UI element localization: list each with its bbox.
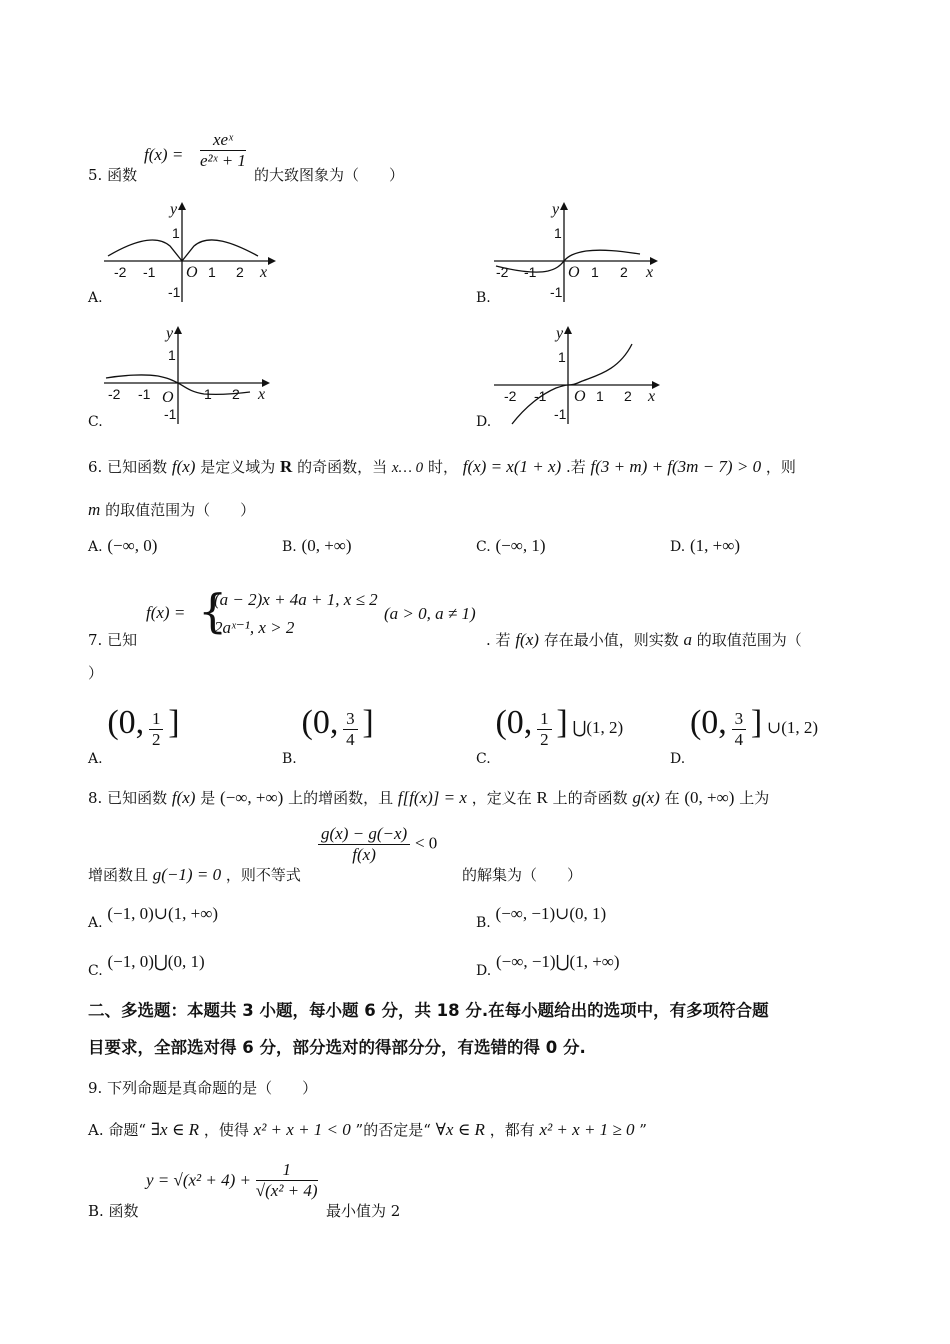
origin-label: O xyxy=(574,388,586,405)
q8-text: ，则不等式 xyxy=(225,866,301,884)
option-value: (1, +∞) xyxy=(689,536,740,555)
q9-text: ，使得 xyxy=(203,1121,249,1139)
origin-label: O xyxy=(568,264,580,281)
q6-option-c[interactable] xyxy=(476,536,545,556)
q7-option-d[interactable] xyxy=(670,704,818,767)
tick-label: -2 xyxy=(504,388,517,404)
q7-close: ） xyxy=(88,664,104,682)
option-value: (−∞, −1)∪(0, 1) xyxy=(495,904,607,923)
q8-math: f[f(x)] = x xyxy=(397,788,467,807)
y-tick-label: -1 xyxy=(554,406,567,422)
q5-option-b-label: B. xyxy=(476,290,491,306)
q6-text: 时， xyxy=(427,458,458,476)
q7-prefix: 7. 已知 xyxy=(88,631,138,649)
q5-numerator: xeˣ xyxy=(200,130,246,151)
q9-text: ” xyxy=(639,1121,647,1139)
q6-var-m: m xyxy=(88,500,101,519)
q5-option-c-label: C. xyxy=(88,414,103,430)
q8-option-b[interactable] xyxy=(476,904,606,931)
curve xyxy=(108,240,258,261)
option-value: (−1, 0)⋃(0, 1) xyxy=(107,952,205,971)
option-label: A. xyxy=(88,539,103,555)
option-open: (0, xyxy=(689,704,727,741)
option-value: (−∞, 1) xyxy=(495,536,546,555)
tick-label: 1 xyxy=(204,386,212,402)
q8-math: (−∞, +∞) xyxy=(220,788,284,807)
option-label: D. xyxy=(670,539,686,555)
frac-num: 3 xyxy=(732,709,747,730)
q9-stem: 9. 下列命题是真命题的是（ ） xyxy=(88,1079,318,1097)
option-close: ] xyxy=(750,704,763,741)
q8-math: f(x) xyxy=(171,788,196,807)
q5-number: 5. xyxy=(88,166,103,184)
option-label: B. xyxy=(282,539,297,555)
q7-case2: 2aˣ⁻¹, x > 2 xyxy=(214,618,295,637)
q5-option-a-label: A. xyxy=(88,290,103,306)
y-tick-label: 1 xyxy=(172,225,180,241)
q6-option-b[interactable] xyxy=(282,536,352,556)
q9-b-den: √(x² + 4) xyxy=(255,1181,318,1200)
q5-graph-a[interactable] xyxy=(100,198,280,306)
y-tick-label: -1 xyxy=(550,284,563,300)
q8-suffix: 的解集为（ ） xyxy=(462,866,583,884)
q9-math: x² + x + 1 ≥ 0 xyxy=(539,1120,635,1139)
q6-stem-line2 xyxy=(88,499,255,520)
q7-text: 存在最小值，则实数 xyxy=(543,631,679,649)
section-heading-line2: 目要求，全部选对得 6 分，部分选对的得部分分，有选错的得 0 分. xyxy=(88,1038,586,1057)
q7-option-c[interactable] xyxy=(476,704,623,767)
q8-text: ，定义在 xyxy=(471,789,532,807)
q9-option-b-label: B. 函数 xyxy=(88,1202,139,1220)
q8-math: g(x) xyxy=(632,788,660,807)
q7-lhs: f(x) = xyxy=(146,603,186,622)
q9-option-b-formula[interactable] xyxy=(146,1160,318,1201)
y-tick-label: -1 xyxy=(164,406,177,422)
q8-text: 上的增函数，且 xyxy=(288,789,394,807)
q6-math: f(x) = x(1 + x) xyxy=(462,457,562,476)
option-tail: ⋃(1, 2) xyxy=(572,718,624,737)
q5-denominator: e²ˣ + 1 xyxy=(200,151,246,170)
y-arrow-icon xyxy=(564,326,572,334)
option-open: (0, xyxy=(495,704,533,741)
q9-b-num: 1 xyxy=(256,1160,318,1181)
q7-var-a: a xyxy=(683,630,692,649)
q6-text: 的奇函数，当 xyxy=(297,458,388,476)
q5-prefix: 函数 xyxy=(107,166,138,184)
tick-label: 2 xyxy=(624,388,632,404)
curve xyxy=(512,344,632,424)
q8-math: R xyxy=(536,788,548,807)
option-label: C. xyxy=(476,751,491,767)
q9-text: A. 命题“ xyxy=(88,1121,147,1139)
q8-text: 增函数且 xyxy=(88,866,149,884)
q5-formula-fraction xyxy=(200,130,246,171)
y-arrow-icon xyxy=(178,202,186,210)
option-label: C. xyxy=(88,963,103,979)
x-axis-label: x xyxy=(648,388,656,405)
q8-denominator: f(x) xyxy=(352,845,376,864)
piecewise-brace: { xyxy=(198,584,228,638)
q9-math: x² + x + 1 < 0 xyxy=(253,1120,351,1139)
q7-case1: (a − 2)x + 4a + 1, x ≤ 2 xyxy=(214,590,378,609)
x-axis-label: x xyxy=(260,264,268,281)
option-value: (−∞, 0) xyxy=(107,536,158,555)
tick-label: 2 xyxy=(232,386,240,402)
q5-suffix: 的大致图象为（ ） xyxy=(254,166,405,184)
tick-label: -2 xyxy=(108,386,121,402)
q8-inequality xyxy=(318,824,437,865)
frac-num: 1 xyxy=(149,709,164,730)
q6-text: 6. 已知函数 xyxy=(88,458,168,476)
q5-formula-lhs: f(x) = xyxy=(144,145,184,164)
tick-label: -1 xyxy=(534,388,547,404)
y-axis-label: y xyxy=(166,325,174,342)
option-label: B. xyxy=(476,915,491,931)
tick-label: 2 xyxy=(236,264,244,280)
y-tick-label: -1 xyxy=(168,284,181,300)
q8-math: g(−1) = 0 xyxy=(152,865,222,884)
q9-text: ”的否定是“ xyxy=(355,1121,431,1139)
q7-text: . 若 xyxy=(486,631,511,649)
option-label: D. xyxy=(670,751,686,767)
q5-graph-c[interactable] xyxy=(100,322,280,430)
q6-math: f(3 + m) + f(3m − 7) > 0 xyxy=(590,457,762,476)
q9-math: ∀x ∈ R xyxy=(435,1120,485,1139)
q7-condition: (a > 0, a ≠ 1) xyxy=(384,604,476,623)
q8-numerator: g(x) − g(−x) xyxy=(318,824,410,845)
y-arrow-icon xyxy=(174,326,182,334)
frac-den: 2 xyxy=(151,729,161,749)
tick-label: -1 xyxy=(143,264,156,280)
frac-num: 3 xyxy=(343,709,358,730)
y-axis-label: y xyxy=(170,201,178,218)
option-value: (−∞, −1)⋃(1, +∞) xyxy=(495,952,620,971)
q9-option-a[interactable] xyxy=(88,1119,647,1140)
option-label: B. xyxy=(282,751,297,767)
q6-math: x… 0 xyxy=(391,460,424,476)
frac-den: 2 xyxy=(540,729,549,749)
q8-text: 8. 已知函数 xyxy=(88,789,168,807)
x-axis-label: x xyxy=(258,386,266,403)
tick-label: 1 xyxy=(591,264,599,280)
q8-math: (0, +∞) xyxy=(684,788,735,807)
q6-text: 的取值范围为（ ） xyxy=(105,501,256,519)
frac-den: 4 xyxy=(734,729,744,749)
q7-fx: f(x) xyxy=(515,630,539,649)
tick-label: -1 xyxy=(524,264,537,280)
q6-option-d[interactable] xyxy=(670,536,740,556)
q7-text: 的取值范围为（ xyxy=(696,631,802,649)
q6-option-a[interactable] xyxy=(88,536,157,556)
option-label: C. xyxy=(476,539,491,555)
frac-num: 1 xyxy=(537,709,552,730)
origin-label: O xyxy=(162,389,174,406)
q7-stem-tail xyxy=(486,629,802,650)
option-tail: ∪(1, 2) xyxy=(766,718,819,737)
q8-text: 上的奇函数 xyxy=(552,789,628,807)
y-arrow-icon xyxy=(560,202,568,210)
q6-math: f(x) xyxy=(171,457,196,476)
y-tick-label: 1 xyxy=(168,347,176,363)
option-value: (0, +∞) xyxy=(301,536,352,555)
tick-label: 1 xyxy=(596,388,604,404)
tick-label: -2 xyxy=(496,264,509,280)
q6-stem-line1 xyxy=(88,456,796,477)
option-open: (0, xyxy=(301,704,339,741)
q9-math: ∃x ∈ R xyxy=(150,1120,200,1139)
origin-label: O xyxy=(186,264,198,281)
y-axis-label: y xyxy=(552,201,560,218)
q5-graph-b[interactable] xyxy=(490,198,670,306)
q6-text: ，则 xyxy=(765,458,796,476)
x-axis-label: x xyxy=(646,264,654,281)
q8-option-d[interactable] xyxy=(476,952,620,979)
section-heading-line1: 二、多选题：本题共 3 小题，每小题 6 分，共 18 分.在每小题给出的选项中，有多项符合题 xyxy=(88,1001,769,1020)
q8-option-a[interactable] xyxy=(88,904,218,931)
q9-b-lhs: y = √(x² + 4) + xyxy=(146,1170,252,1190)
q6-text: 是定义域为 xyxy=(200,458,276,476)
option-close: ] xyxy=(168,704,180,741)
y-tick-label: 1 xyxy=(554,225,562,241)
q5-graph-d[interactable] xyxy=(490,322,670,430)
y-tick-label: 1 xyxy=(558,349,566,365)
y-axis-label: y xyxy=(556,325,564,342)
x-arrow-icon xyxy=(268,257,276,265)
tick-label: 2 xyxy=(620,264,628,280)
q7-option-a[interactable] xyxy=(88,704,180,767)
q8-rel: < 0 xyxy=(414,833,438,853)
q9-option-b-suffix: 最小值为 2 xyxy=(326,1202,401,1220)
tick-label: 1 xyxy=(208,264,216,280)
q5-option-d-label: D. xyxy=(476,414,492,430)
tick-label: -1 xyxy=(138,386,151,402)
q7-option-b[interactable] xyxy=(282,704,374,767)
tick-label: -2 xyxy=(114,264,127,280)
q5-stem xyxy=(88,164,137,185)
option-label: D. xyxy=(476,963,492,979)
q8-text: 上为 xyxy=(739,789,770,807)
q8-text: 是 xyxy=(200,789,216,807)
option-close: ] xyxy=(362,704,374,741)
frac-den: 4 xyxy=(346,729,355,749)
option-value: (−1, 0)∪(1, +∞) xyxy=(107,904,219,923)
q8-stem-line1 xyxy=(88,787,769,808)
q6-text: .若 xyxy=(565,458,586,476)
q8-option-c[interactable] xyxy=(88,952,205,979)
q8-stem-line2 xyxy=(88,864,301,885)
q9-text: ，都有 xyxy=(489,1121,535,1139)
option-close: ] xyxy=(556,704,568,741)
option-open: (0, xyxy=(107,704,145,741)
option-label: A. xyxy=(88,915,103,931)
option-label: A. xyxy=(88,751,103,767)
q6-math: R xyxy=(280,457,293,476)
q8-text: 在 xyxy=(664,789,680,807)
